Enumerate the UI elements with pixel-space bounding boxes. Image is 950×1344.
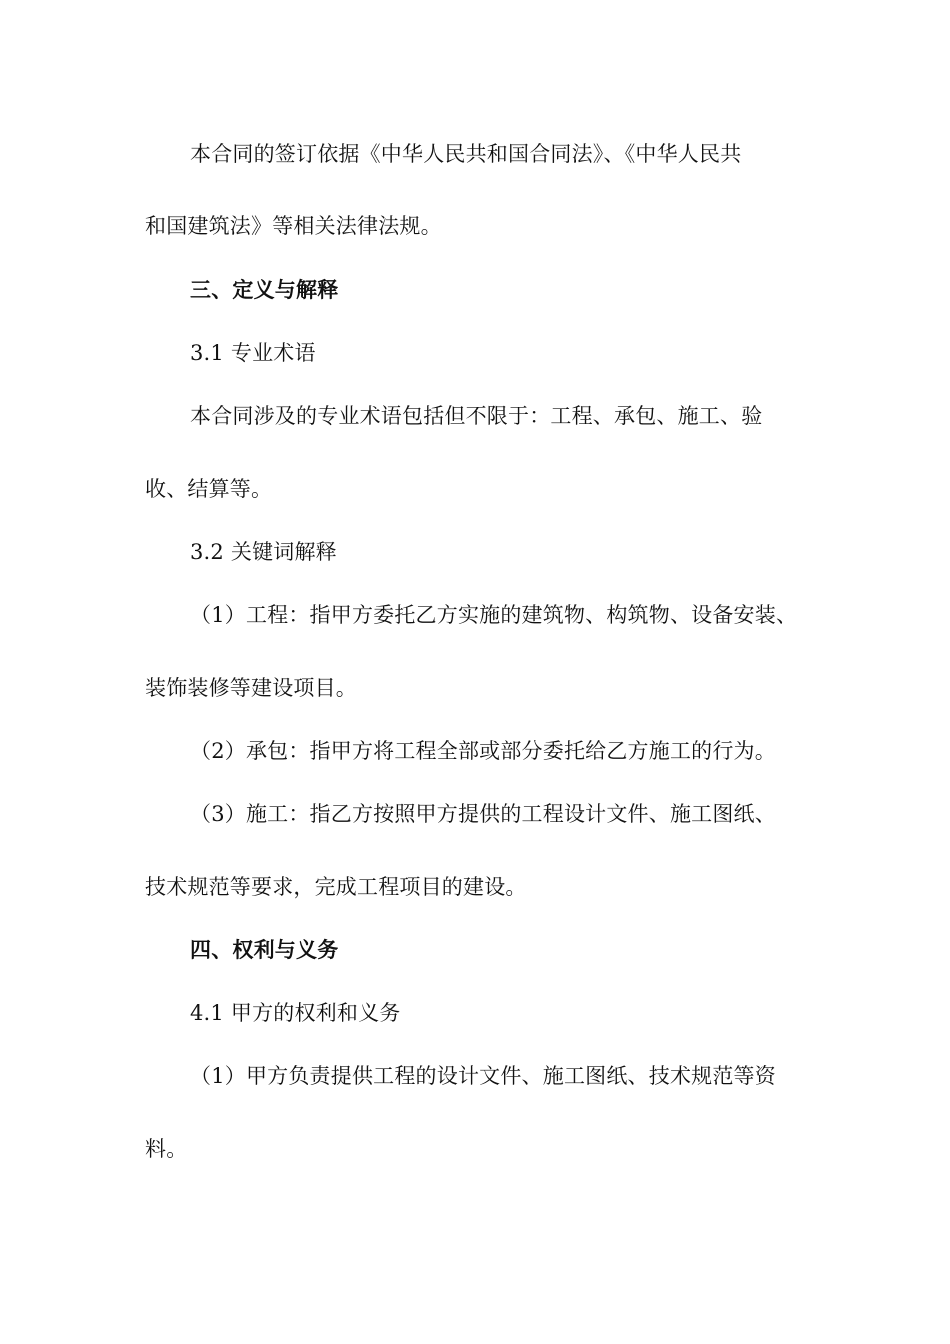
obligation-1-line-1: （1）甲方负责提供工程的设计文件、施工图纸、技术规范等资	[190, 1064, 776, 1088]
subsection-heading-party-a: 4.1 甲方的权利和义务	[190, 1001, 401, 1025]
definition-engineering-line-1: （1）工程：指甲方委托乙方实施的建筑物、构筑物、设备安装、	[190, 603, 798, 627]
subsection-heading-keywords: 3.2 关键词解释	[190, 540, 337, 564]
section-heading-rights-obligations: 四、权利与义务	[190, 937, 339, 962]
definition-engineering-line-2: 装饰装修等建设项目。	[145, 676, 357, 700]
definition-construction-line-1: （3）施工：指乙方按照甲方提供的工程设计文件、施工图纸、	[190, 802, 776, 826]
paragraph-legal-basis-line-2: 和国建筑法》等相关法律法规。	[145, 214, 442, 238]
obligation-1-line-2: 料。	[145, 1137, 188, 1161]
paragraph-terms-line-2: 收、结算等。	[145, 477, 273, 501]
paragraph-terms-line-1: 本合同涉及的专业术语包括但不限于：工程、承包、施工、验	[190, 404, 763, 428]
paragraph-legal-basis-line-1: 本合同的签订依据《中华人民共和国合同法》、《中华人民共	[190, 142, 742, 166]
subsection-heading-terms: 3.1 专业术语	[190, 341, 316, 365]
definition-contracting: （2）承包：指甲方将工程全部或部分委托给乙方施工的行为。	[190, 739, 776, 763]
definition-construction-line-2: 技术规范等要求，完成工程项目的建设。	[145, 875, 527, 899]
section-heading-definitions: 三、定义与解释	[190, 277, 339, 302]
